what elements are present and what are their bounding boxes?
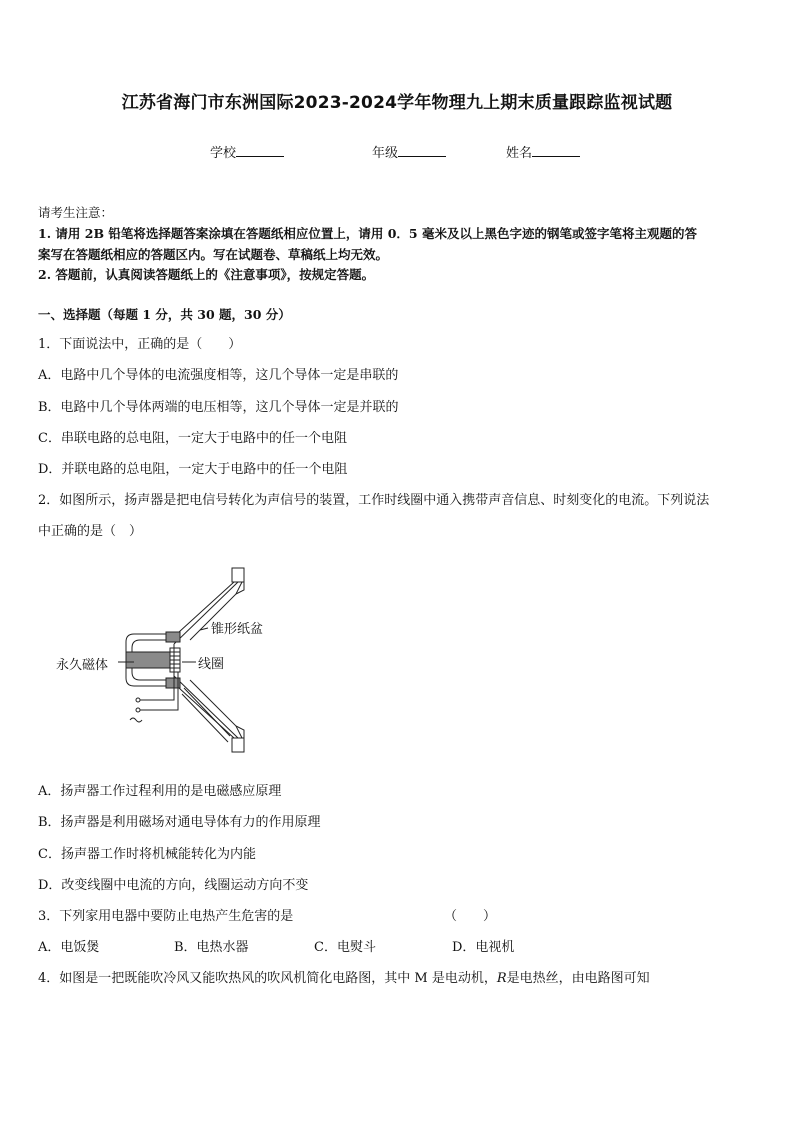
- page-title: 江苏省海门市东洲国际2023-2024学年物理九上期末质量跟踪监视试题: [121, 93, 673, 113]
- section-heading: 一、选择题（每题 1 分，共 30 题，30 分）: [38, 307, 291, 322]
- q2-option-c: C．扬声器工作时将机械能转化为内能: [38, 847, 256, 862]
- q3-option-b: B．电热水器: [174, 940, 249, 955]
- permanent-magnet-core: [126, 652, 170, 668]
- q1-stem: 1．下面说法中，正确的是（ ）: [38, 337, 242, 352]
- q2-stem-line-2: 中正确的是（ ）: [38, 524, 143, 539]
- label-cone: 锥形纸盆: [211, 622, 264, 637]
- q3-stem: 3．下列家用电器中要防止电热产生危害的是: [38, 909, 294, 924]
- q4-stem: [38, 967, 650, 986]
- upper-pole-block: [166, 632, 180, 642]
- grade-field[interactable]: [372, 142, 446, 161]
- school-blank[interactable]: [236, 143, 284, 157]
- name-label: 姓名: [506, 146, 533, 161]
- grade-label: 年级: [372, 146, 399, 161]
- name-field[interactable]: [506, 142, 580, 161]
- q3-option-c: C．电熨斗: [314, 940, 376, 955]
- ac-symbol: [130, 718, 142, 722]
- q1-option-c: C．串联电路的总电阻，一定大于电路中的任一个电阻: [38, 431, 347, 446]
- coil-winding: [170, 644, 180, 676]
- notice-item-2: 2. 答题前，认真阅读答题纸上的《注意事项》，按规定答题。: [38, 267, 375, 282]
- q3-option-d: D．电视机: [452, 940, 515, 955]
- q2-option-a: A．扬声器工作过程利用的是电磁感应原理: [38, 784, 282, 799]
- school-label: 学校: [210, 146, 237, 161]
- notice-item-1-line-2: 案写在答题纸相应的答题区内。写在试题卷、草稿纸上均无效。: [38, 247, 389, 262]
- notice-item-1-line-1: 1. 请用 2B 铅笔将选择题答案涂填在答题纸相应位置上，请用 0．5 毫米及以上黑色字迹的钢笔或签字笔将主观题的答: [38, 226, 697, 241]
- q3-option-a: A．电饭煲: [38, 940, 100, 955]
- label-coil: 线圈: [198, 657, 225, 672]
- q3-answer-paren: （ ）: [444, 909, 497, 924]
- q1-option-b: B．电路中几个导体两端的电压相等，这几个导体一定是并联的: [38, 400, 399, 415]
- school-field[interactable]: [210, 142, 284, 161]
- grade-blank[interactable]: [398, 143, 446, 157]
- loudspeaker-diagram: [50, 560, 300, 760]
- q1-option-d: D．并联电路的总电阻，一定大于电路中的任一个电阻: [38, 462, 348, 477]
- q4-stem-part-2: 是电热丝，由电路图可知: [506, 971, 650, 986]
- q2-option-d: D．改变线圈中电流的方向，线圈运动方向不变: [38, 878, 309, 893]
- label-magnet: 永久磁体: [56, 658, 109, 673]
- q4-stem-r: R: [496, 971, 507, 986]
- q2-stem-line-1: 2．如图所示，扬声器是把电信号转化为声信号的装置，工作时线圈中通入携带声音信息、时刻变化的电流。下列说法: [38, 493, 710, 508]
- q2-option-b: B．扬声器是利用磁场对通电导体有力的作用原理: [38, 815, 321, 830]
- name-blank[interactable]: [532, 143, 580, 157]
- notice-heading: 请考生注意：: [38, 205, 114, 220]
- top-frame-block: [232, 568, 244, 582]
- q1-option-a: A．电路中几个导体的电流强度相等，这几个导体一定是串联的: [38, 368, 399, 383]
- bottom-frame-block: [232, 738, 244, 752]
- q4-stem-part-1: 4．如图是一把既能吹冷风又能吹热风的吹风机简化电路图，其中 M 是电动机，: [38, 971, 497, 986]
